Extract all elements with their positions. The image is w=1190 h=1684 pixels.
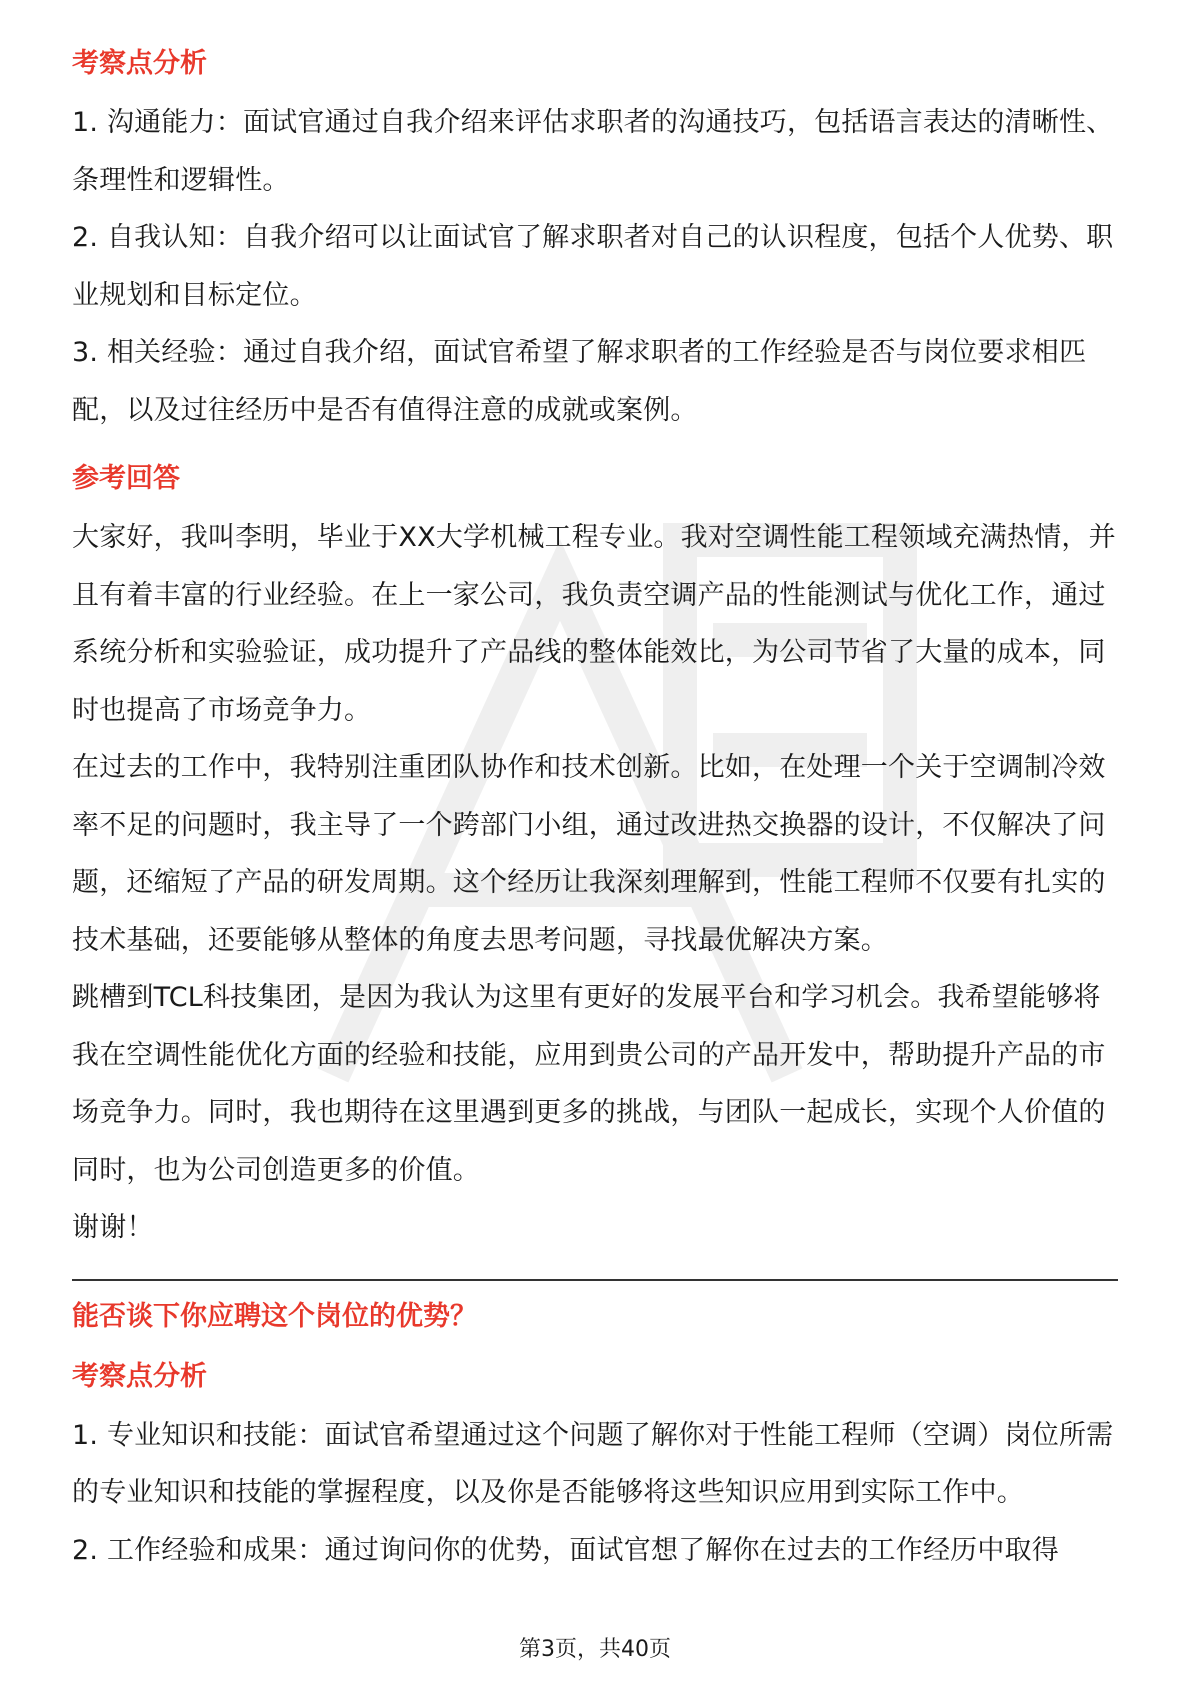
answer-paragraph-4: 谢谢！ <box>72 1212 154 1243</box>
document-page <box>72 44 1118 1579</box>
answer-paragraph-2: 在过去的工作中，我特别注重团队协作和技术创新。比如，在处理一个关于空调制冷效率不足的问题时，我主导了一个跨部门小组，通过改进热交换器的设计，不仅解决了问题，还缩短了产品的研发周期。这个经历让我深刻理解到，性能工程师不仅要有扎实的技术基础，还要能够从整体的角度去思考问题，寻找最优解决方案。 <box>72 752 1106 956</box>
question-analysis-item-1: 1. 专业知识和技能：面试官希望通过这个问题了解你对于性能工程师（空调）岗位所需的专业知识和技能的掌握程度，以及你是否能够将这些知识应用到实际工作中。 <box>72 1419 1114 1508</box>
section-heading-analysis: 考察点分析 <box>72 48 207 79</box>
analysis-item-1: 1. 沟通能力：面试官通过自我介绍来评估求职者的沟通技巧，包括语言表达的清晰性、条理性和逻辑性。 <box>72 107 1114 196</box>
analysis-item-3: 3. 相关经验：通过自我介绍，面试官希望了解求职者的工作经验是否与岗位要求相匹配，以及过往经历中是否有值得注意的成就或案例。 <box>72 337 1087 426</box>
analysis-item-2: 2. 自我认知：自我介绍可以让面试官了解求职者对自己的认识程度，包括个人优势、职业规划和目标定位。 <box>72 222 1114 311</box>
question-analysis-item-2: 2. 工作经验和成果：通过询问你的优势，面试官想了解你在过去的工作经历中取得 <box>72 1534 1059 1566</box>
answer-paragraph-1: 大家好，我叫李明，毕业于XX大学机械工程专业。我对空调性能工程领域充满热情，并且有着丰富的行业经验。在上一家公司，我负责空调产品的性能测试与优化工作，通过系统分析和实验验证，成功提升了产品线的整体能效比，为公司节省了大量的成本，同时也提高了市场竞争力。 <box>72 522 1116 726</box>
page-number: 第3页，共40页 <box>519 1637 671 1662</box>
section-heading-reference-answer: 参考回答 <box>72 463 180 494</box>
answer-paragraph-3: 跳槽到TCL科技集团，是因为我认为这里有更好的发展平台和学习机会。我希望能够将我在空调性能优化方面的经验和技能，应用到贵公司的产品开发中，帮助提升产品的市场竞争力。同时，我也期待在这里遇到更多的挑战，与团队一起成长，实现个人价值的同时，也为公司创造更多的价值。 <box>72 982 1106 1186</box>
question-title: 能否谈下你应聘这个岗位的优势？ <box>72 1300 477 1332</box>
section-divider <box>72 1279 1118 1281</box>
question-heading-analysis: 考察点分析 <box>72 1360 207 1392</box>
